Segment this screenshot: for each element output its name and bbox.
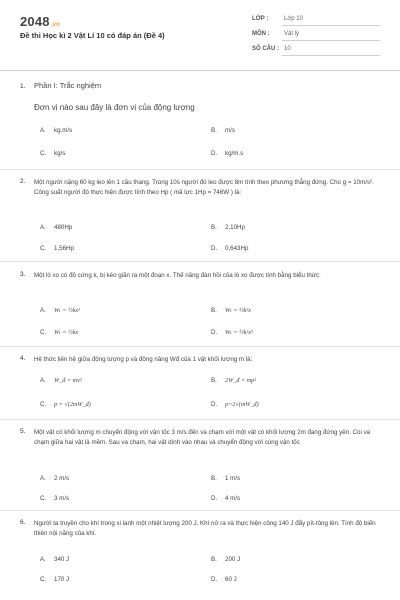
logo-text: 2048	[20, 14, 50, 29]
question-stem: Một người nặng 60 kg leo lên 1 cầu thang. Trong 10s người đó leo được 8m tính theo phương thẳng đứng. Cho g = 10m/s². Công suất người đó thực hiện được tính theo Hp ( mã lực 1Hp = 746W ) là:	[34, 179, 374, 196]
option-text: 170 J	[54, 576, 70, 583]
info-value: 10	[284, 46, 291, 52]
question-divider	[0, 510, 400, 511]
option-text: 2 m/s	[54, 475, 70, 482]
option-text: 4 m/s	[225, 495, 241, 502]
option-label: A.	[40, 307, 46, 314]
site-logo[interactable]	[20, 14, 60, 29]
option-formula: p=2√(mW_đ)	[225, 401, 259, 408]
option-formula: Wₜ = ½k²x	[225, 307, 251, 314]
option-text: m/s	[225, 127, 235, 134]
question-number: 6.	[20, 519, 26, 526]
question-number: 4.	[20, 355, 26, 362]
option-label: D.	[211, 150, 218, 157]
option-text: kg.m/s	[54, 127, 73, 134]
header-divider	[0, 70, 400, 71]
option-formula: p = √(2mW_đ)	[54, 401, 91, 408]
question-stem: Hệ thức liên hệ giữa động lượng p và động năng Wđ của 1 vật khối lượng m là:	[34, 356, 253, 363]
option-label: D.	[211, 329, 218, 336]
option-text: 340 J	[54, 556, 70, 563]
question-stem: Người ta truyền cho khí trong xi lanh một nhiệt lượng 200 J. Khí nở ra và thực hiện công 140 J đẩy pít-tông lên. Tính độ biến thiên nội năng của khí.	[34, 520, 376, 537]
option-text: 1 m/s	[225, 475, 241, 482]
info-row-class	[252, 14, 380, 26]
option-text: kg/m.s	[225, 150, 244, 157]
option-label: C.	[40, 576, 47, 583]
option-label: C.	[40, 245, 47, 252]
option-label: D.	[211, 576, 218, 583]
question-number: 2.	[20, 178, 26, 185]
question-stem: Một vật có khối lượng m chuyển động với vận tốc 3 m/s đến va chạm với một vật có khối lượng 2m đang đứng yên. Coi va chạm giữa hai vật là mềm. Sau va chạm, hai vật dính vào nhau và chuyển động với cùng vận tốc	[34, 429, 371, 446]
option-label: B.	[211, 307, 217, 314]
option-label: D.	[211, 401, 218, 408]
option-label: A.	[40, 556, 46, 563]
info-row-count	[252, 44, 380, 56]
question-stem: Đơn vị nào sau đây là đơn vị của động lượng	[34, 103, 195, 112]
option-label: B.	[211, 224, 217, 231]
question-divider	[0, 169, 400, 170]
option-text: 60 J	[225, 576, 237, 583]
option-formula: Wₜ = ½kx	[54, 329, 79, 336]
question-divider	[0, 346, 400, 347]
option-formula: 2W_đ = mp²	[225, 377, 257, 384]
info-value: Lớp 10	[284, 16, 303, 22]
info-underline	[282, 55, 380, 56]
question-number: 5.	[20, 428, 26, 435]
option-label: D.	[211, 245, 218, 252]
option-label: C.	[40, 495, 47, 502]
question-number: 3.	[20, 271, 26, 278]
option-text: 3 m/s	[54, 495, 70, 502]
question-stem: Một lò xo có độ cứng k, bị kéo giãn ra một đoạn x. Thế năng đàn hồi của lò xo được tính bằng biểu thức:	[34, 272, 321, 279]
option-text: 0,643Hp	[225, 245, 249, 252]
option-formula: W_đ = mv²	[54, 377, 82, 384]
section-title: Phần I: Trắc nghiệm	[34, 81, 102, 90]
info-key: LỚP :	[252, 16, 269, 22]
info-value: Vật lý	[284, 31, 300, 37]
option-label: A.	[40, 127, 46, 134]
option-label: B.	[211, 377, 217, 384]
question-divider	[0, 261, 400, 262]
question-number: 1.	[20, 83, 26, 90]
doc-title: Đề thi Học kì 2 Vật Lí 10 có đáp án (Đề 4)	[20, 31, 165, 40]
option-label: C.	[40, 401, 47, 408]
option-label: A.	[40, 224, 46, 231]
info-key: SỐ CÂU :	[252, 46, 279, 52]
option-text: 2,10Hp	[225, 224, 245, 231]
info-key: MÔN :	[252, 31, 270, 37]
option-label: B.	[211, 127, 217, 134]
info-row-subject	[252, 29, 380, 41]
option-text: 480Hp	[54, 224, 73, 231]
option-text: kg/s	[54, 150, 66, 157]
option-formula: Wₜ = ½k²x²	[225, 329, 253, 336]
info-underline	[282, 40, 380, 41]
option-label: A.	[40, 377, 46, 384]
option-label: C.	[40, 329, 47, 336]
option-label: D.	[211, 495, 218, 502]
page-header	[0, 0, 400, 72]
option-text: 1,56Hp	[54, 245, 74, 252]
option-label: B.	[211, 475, 217, 482]
option-label: A.	[40, 475, 46, 482]
question-divider	[0, 419, 400, 420]
option-text: 200 J	[225, 556, 241, 563]
option-formula: Wₜ = ½kx²	[54, 307, 80, 314]
logo-suffix: .vn	[50, 22, 61, 28]
info-underline	[282, 25, 380, 26]
option-label: B.	[211, 556, 217, 563]
option-label: C.	[40, 150, 47, 157]
